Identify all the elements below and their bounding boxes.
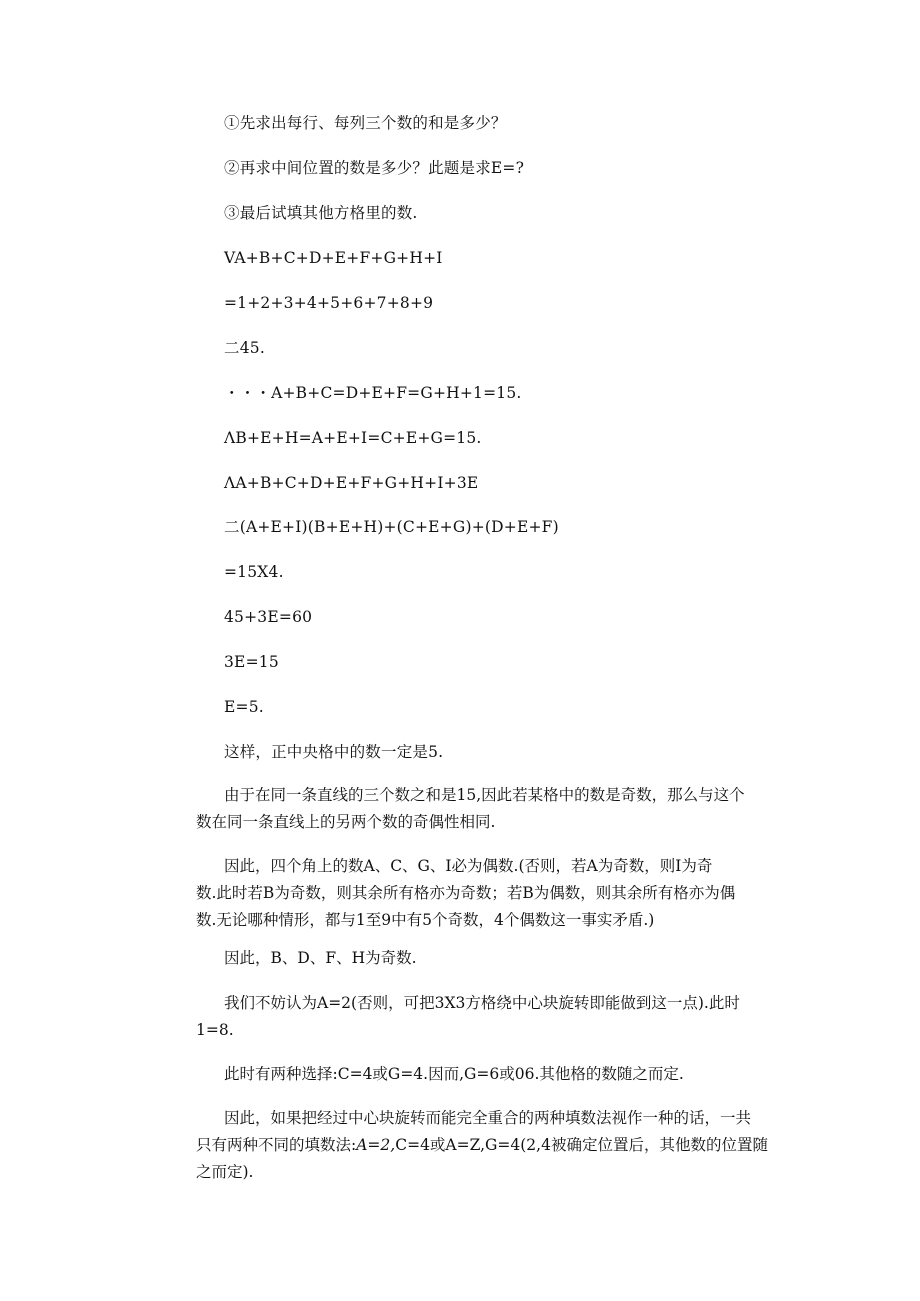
- paragraph-line: [196, 1132, 816, 1159]
- equation-line: ΛA+B+C+D+E+F+G+H+I+3E: [224, 474, 479, 492]
- paragraph-assume-a: [196, 990, 816, 1044]
- step-2-line: ②再求中间位置的数是多少？此题是求E=?: [224, 159, 525, 177]
- equation-line: ΛB+E+H=A+E+I=C+E+G=15.: [224, 429, 482, 447]
- equation-line: VA+B+C+D+E+F+G+H+I: [224, 249, 443, 267]
- paragraph-line: 因此，四个角上的数A、C、G、I必为偶数.(否则，若A为奇数，则I为奇: [224, 857, 713, 875]
- equation-line: ・・・A+B+C=D+E+F=G+H+1=15.: [224, 384, 522, 402]
- paragraph-line: 因此，B、D、F、H为奇数.: [224, 949, 417, 967]
- paragraph-line: 因此，如果把经过中心块旋转而能完全重合的两种填数法视作一种的话，一共: [224, 1109, 752, 1127]
- paragraph-corners: [196, 853, 816, 934]
- paragraph-line: 我们不妨认为A=2(否则，可把3X3方格绕中心块旋转即能做到这一点).此时: [224, 994, 740, 1012]
- paragraph-line: 由于在同一条直线的三个数之和是15,因此若某格中的数是奇数，那么与这个: [224, 786, 745, 804]
- equation-line: E=5.: [224, 698, 264, 716]
- equation-line: 二45.: [224, 339, 265, 357]
- paragraph-line: 之而定).: [196, 1163, 254, 1181]
- paragraph-line: 数.此时若B为奇数，则其余所有格亦为奇数；若B为偶数，则其余所有格亦为偶: [196, 884, 736, 902]
- equation-line: 45+3E=60: [224, 608, 313, 626]
- paragraph-line: 此时有两种选择:C=4或G=4.因而,G=6或06.其他格的数随之而定.: [224, 1065, 684, 1083]
- equation-line: 二(A+E+I)(B+E+H)+(C+E+G)+(D+E+F): [224, 518, 559, 536]
- step-3-line: ③最后试填其他方格里的数.: [224, 204, 418, 222]
- paragraph-final: [196, 1105, 816, 1186]
- text-segment: 只有两种不同的填数法:: [196, 1136, 357, 1154]
- paragraph-line: 数在同一条直线上的另两个数的奇偶性相同.: [196, 813, 496, 831]
- conclusion-line: 这样，正中央格中的数一定是5.: [224, 743, 444, 761]
- text-segment: C=4或A=Z,G=4(2,4被确定位置后，其他数的位置随: [395, 1136, 768, 1154]
- italic-segment: A=2,: [356, 1136, 396, 1154]
- equation-line: =15X4.: [224, 563, 284, 581]
- paragraph-odd-edges: [196, 945, 816, 972]
- paragraph-line: 数.无论哪种情形，都与1至9中有5个奇数，4个偶数这一事实矛盾.): [196, 911, 655, 929]
- paragraph-choices: [196, 1061, 816, 1088]
- equation-line: =1+2+3+4+5+6+7+8+9: [224, 294, 434, 312]
- step-1-line: ①先求出每行、每列三个数的和是多少？: [224, 114, 507, 132]
- equation-line: 3E=15: [224, 653, 279, 671]
- paragraph-parity: [196, 782, 816, 836]
- paragraph-line: 1=8.: [196, 1021, 234, 1039]
